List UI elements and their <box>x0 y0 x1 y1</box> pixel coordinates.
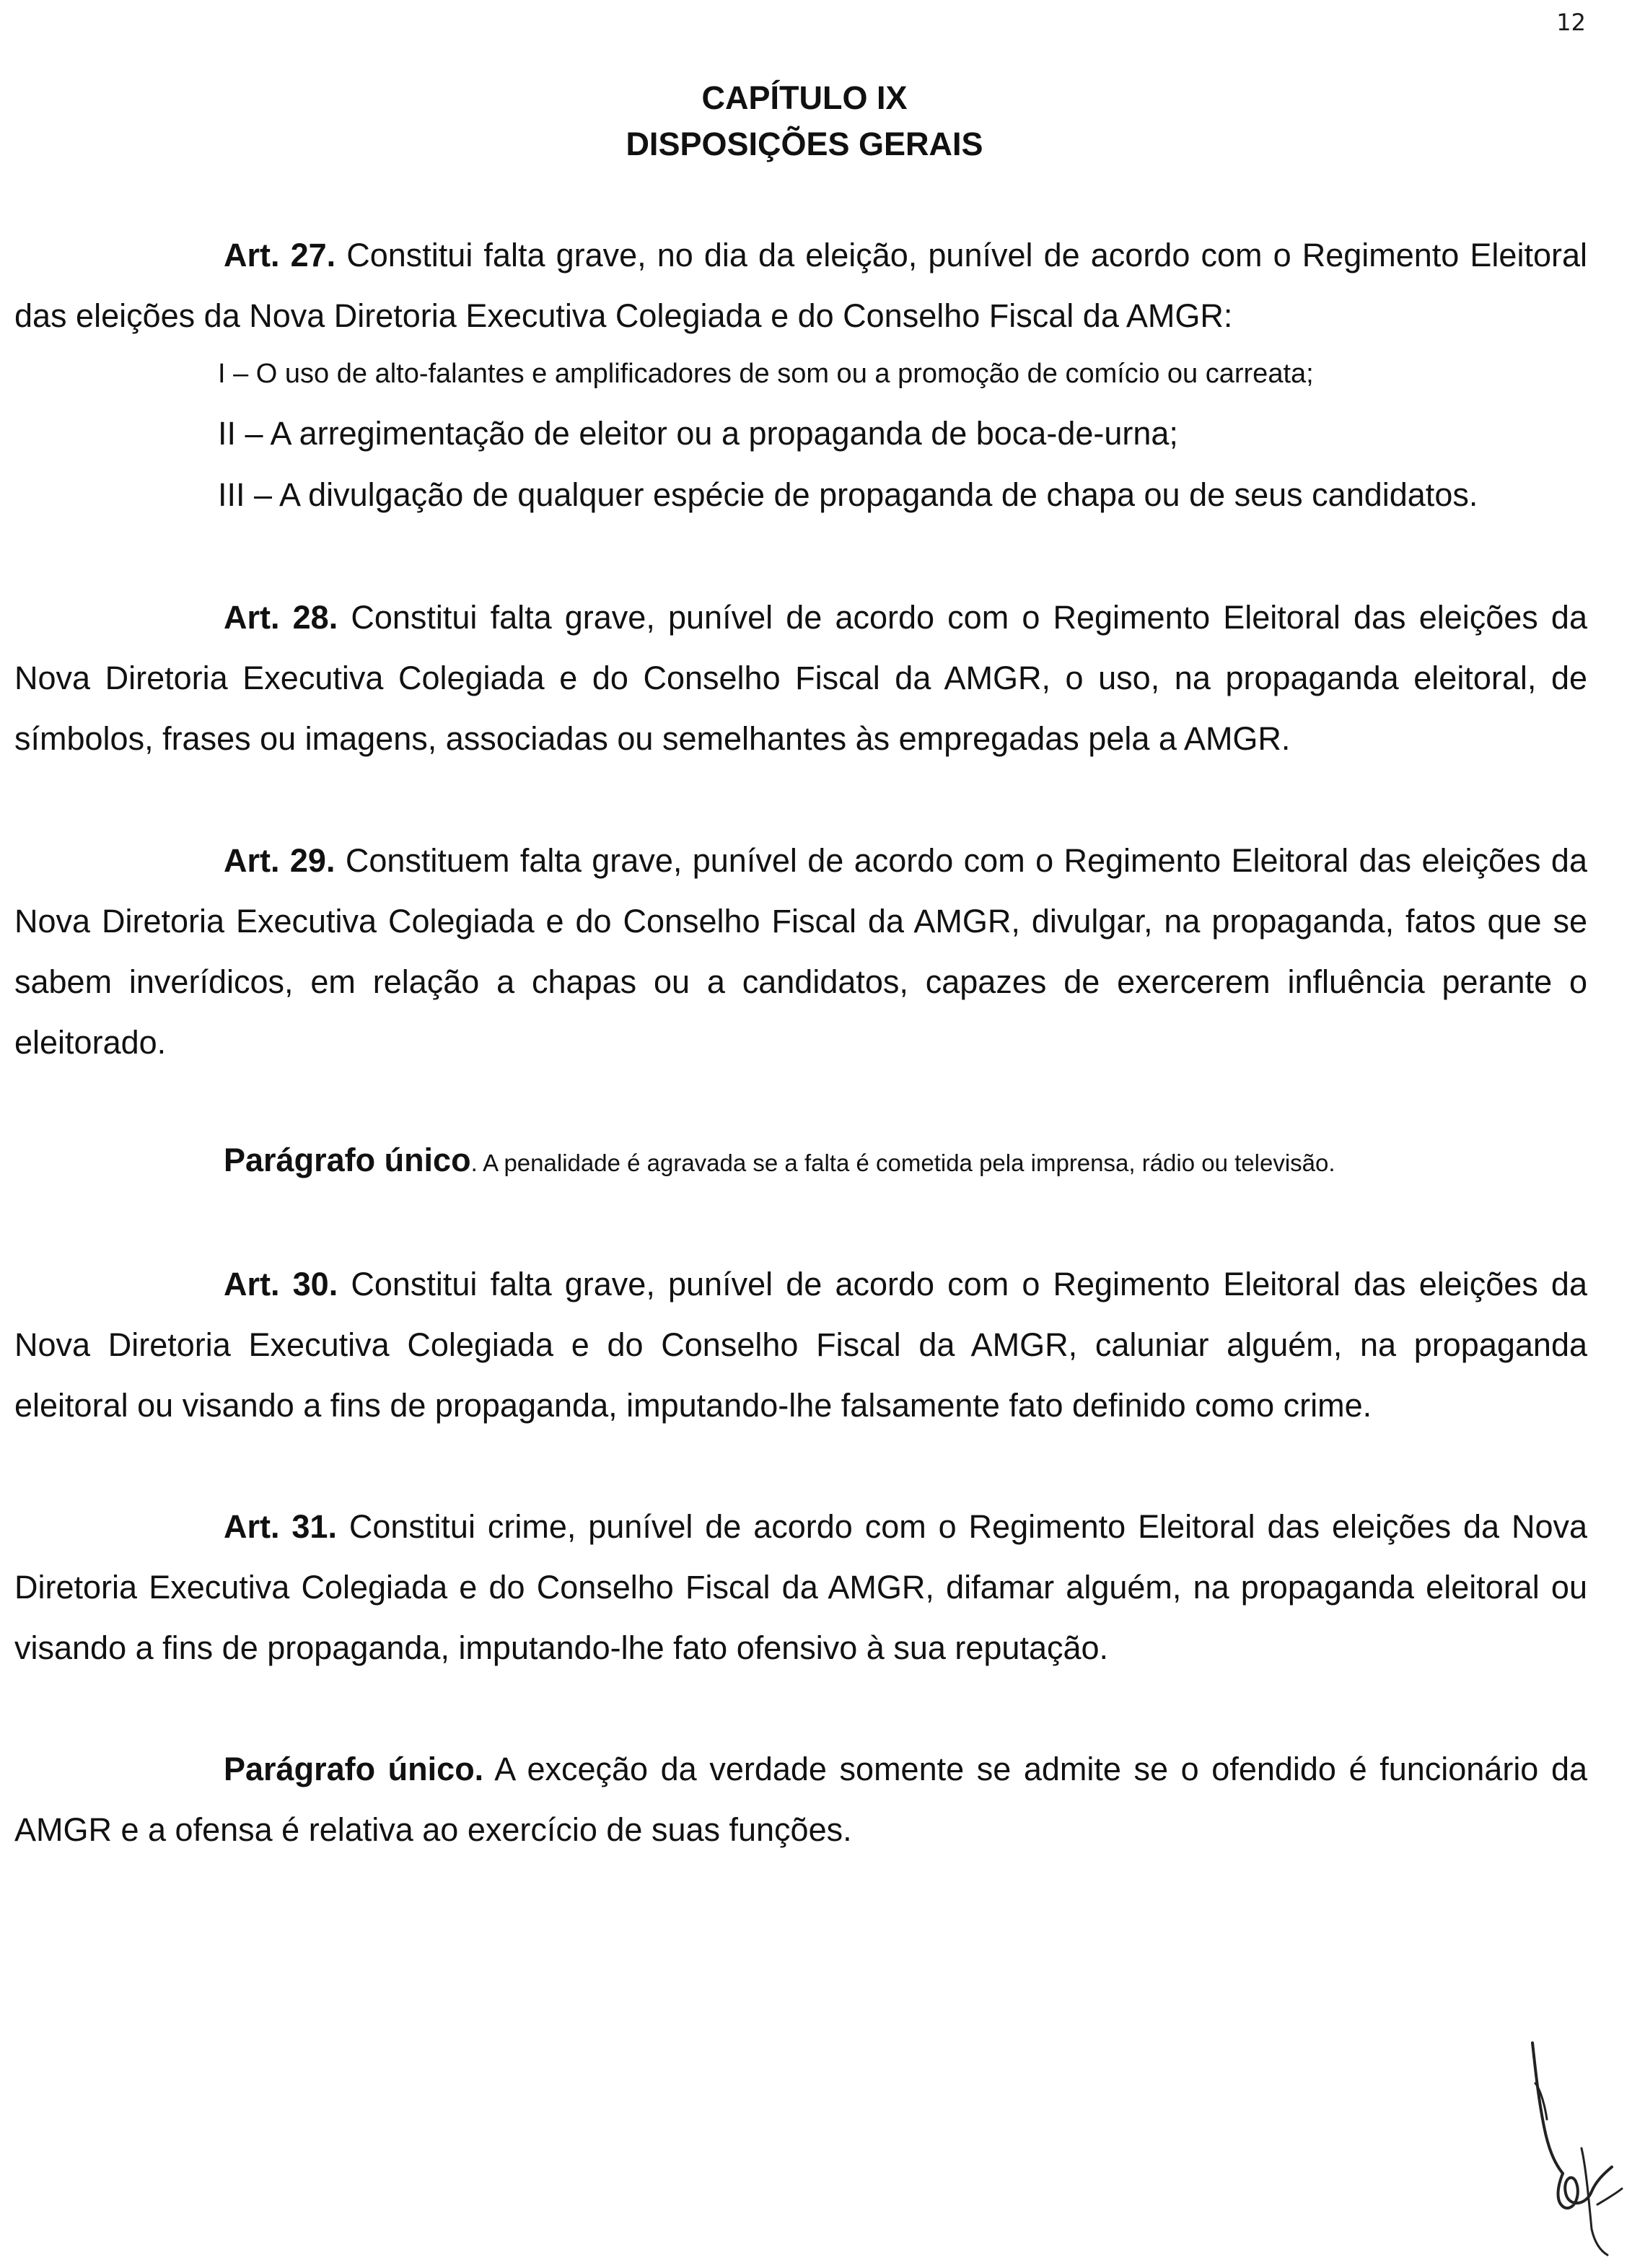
article-31-sole-paragraph <box>14 1739 1587 1860</box>
chapter-heading <box>0 75 1609 167</box>
article-31-text: Constitui crime, punível de acordo com o Regimento Eleitoral das eleições da Nova Diretoria Executiva Colegiada e do Conselho Fiscal da AMGR, difamar alguém, na propaganda eleitoral ou visando a fins de propaganda, imputando-lhe fato ofensivo à sua reputação. <box>14 1508 1588 1666</box>
article-29-label: Art. 29. <box>224 842 335 879</box>
article-30 <box>14 1254 1587 1436</box>
article-27 <box>14 225 1587 346</box>
article-31 <box>14 1497 1587 1678</box>
article-27-label: Art. 27. <box>224 237 336 273</box>
handwritten-signature-icon <box>1519 2040 1628 2256</box>
article-30-text: Constitui falta grave, punível de acordo com o Regimento Eleitoral das eleições da Nova Diretoria Executiva Colegiada e do Conselho Fiscal da AMGR, caluniar alguém, na propaganda eleitoral ou visando a fins de propaganda, imputando-lhe falsamente fato definido como crime. <box>14 1266 1587 1424</box>
article-28-text: Constitui falta grave, punível de acordo com o Regimento Eleitoral das eleições da Nova Diretoria Executiva Colegiada e do Conselho Fiscal da AMGR, o uso, na propaganda eleitoral, de símbolos, frases ou imagens, associadas ou semelhantes às empregadas pela a AMGR. <box>14 599 1587 757</box>
article-29-paragraph-label: Parágrafo único <box>224 1142 471 1178</box>
article-31-paragraph-text: A exceção da verdade somente se admite se o ofendido é funcionário da AMGR e a ofensa é relativa ao exercício de suas funções. <box>14 1751 1587 1848</box>
article-29 <box>14 831 1587 1073</box>
article-30-label: Art. 30. <box>224 1266 338 1302</box>
article-29-sole-paragraph <box>224 1142 1335 1179</box>
article-29-paragraph-text: . A penalidade é agravada se a falta é cometida pela imprensa, rádio ou televisão. <box>470 1150 1335 1176</box>
page-number: 12 <box>1556 9 1586 36</box>
article-28-label: Art. 28. <box>224 599 338 636</box>
article-28 <box>14 587 1587 769</box>
article-31-label: Art. 31. <box>224 1508 337 1545</box>
article-29-text: Constituem falta grave, punível de acordo com o Regimento Eleitoral das eleições da Nova Diretoria Executiva Colegiada e do Conselho Fiscal da AMGR, divulgar, na propaganda, fatos que se sabem inverídicos, em relação a chapas ou a candidatos, capazes de exercerem influência perante o eleitorado. <box>14 842 1587 1061</box>
chapter-title: CAPÍTULO IX <box>701 79 908 116</box>
article-27-item-1: I – O uso de alto-falantes e amplificadores de som ou a promoção de comício ou carreata; <box>218 359 1314 389</box>
chapter-subtitle: DISPOSIÇÕES GERAIS <box>626 126 983 162</box>
article-27-text: Constitui falta grave, no dia da eleição, punível de acordo com o Regimento Eleitoral das eleições da Nova Diretoria Executiva Colegiada e do Conselho Fiscal da AMGR: <box>14 237 1587 334</box>
article-31-paragraph-label: Parágrafo único. <box>224 1751 484 1787</box>
article-27-item-3: III – A divulgação de qualquer espécie de propaganda de chapa ou de seus candidatos. <box>218 476 1478 513</box>
article-27-item-2: II – A arregimentação de eleitor ou a propaganda de boca-de-urna; <box>218 415 1178 452</box>
